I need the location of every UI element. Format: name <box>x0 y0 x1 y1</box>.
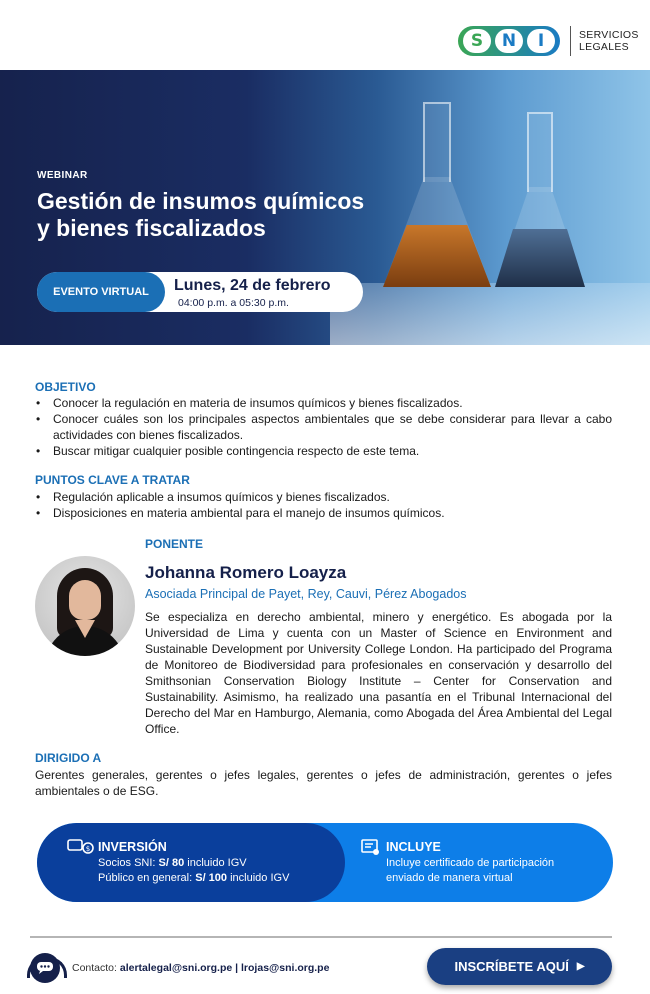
hero-title <box>37 188 397 242</box>
hero-banner <box>0 70 650 345</box>
speaker-role: Asociada Principal de Payet, Rey, Cauvi, Pérez Abogados <box>145 587 467 601</box>
blue-flask-image <box>495 112 585 287</box>
logo-letter-i: I <box>527 29 555 53</box>
incluye-line2: enviado de manera virtual <box>386 872 513 884</box>
event-type-badge: EVENTO VIRTUAL <box>37 272 165 312</box>
register-button-label: INSCRÍBETE AQUÍ <box>454 959 569 974</box>
svg-text:$: $ <box>85 845 91 853</box>
hero-title-line2: y bienes fiscalizados <box>37 215 266 241</box>
objetivo-title: OBJETIVO <box>35 380 96 394</box>
investment-panel <box>37 823 613 902</box>
register-button[interactable] <box>427 948 612 985</box>
speaker-name: Johanna Romero Loayza <box>145 563 347 582</box>
contact-email-2[interactable]: lrojas@sni.org.pe <box>241 962 330 974</box>
list-item: • Regulación aplicable a insumos químicos y bienes fiscalizados. <box>35 489 612 505</box>
audience-text: Gerentes generales, gerentes o jefes legales, gerentes o jefes de administración, gerentes o jefes ambientales o de ESG. <box>35 768 612 798</box>
money-hand-icon <box>67 837 95 860</box>
logo-line1: SERVICIOS <box>579 29 639 41</box>
logo-pill <box>458 26 560 56</box>
contact-email-1[interactable]: alertalegal@sni.org.pe <box>119 962 233 974</box>
price-general: Público en general: S/ 100 incluido IGV <box>98 872 290 884</box>
contact-label: Contacto: <box>72 962 120 974</box>
list-item: • Buscar mitigar cualquier posible contingencia respecto de este tema. <box>35 443 612 459</box>
list-item: • Conocer cuáles son los principales aspectos ambientales que se debe considerar para llevar a cabo actividades con bienes fiscalizados. <box>35 411 612 443</box>
lab-surface <box>330 283 650 345</box>
objetivo-list <box>35 395 612 459</box>
headset-icon <box>30 953 60 983</box>
logo-letter-n: N <box>495 29 523 53</box>
footer-divider <box>30 936 612 938</box>
logo-letter-s: S <box>463 29 491 53</box>
logo-divider <box>570 26 571 56</box>
certificate-icon <box>361 839 381 862</box>
speaker-photo <box>35 556 135 656</box>
price-members: Socios SNI: S/ 80 incluido IGV <box>98 857 247 869</box>
contact-line <box>72 962 329 974</box>
incluye-line1: Incluye certificado de participación <box>386 857 555 869</box>
ponente-label: PONENTE <box>145 537 204 551</box>
hero-kicker: WEBINAR <box>37 170 88 181</box>
logo-line2: LEGALES <box>579 41 629 53</box>
puntos-title: PUNTOS CLAVE A TRATAR <box>35 473 190 487</box>
list-item: • Disposiciones en materia ambiental para el manejo de insumos químicos. <box>35 505 612 521</box>
hero-title-line1: Gestión de insumos químicos <box>37 188 365 214</box>
incluye-title: INCLUYE <box>386 840 441 854</box>
play-arrow-icon: ▶ <box>576 961 585 972</box>
speaker-bio: Se especializa en derecho ambiental, minero y energético. Es abogada por la Universidad de Lima y cuenta con un Master of Science en Environment and Sustainable Development por University College London. Ha participado del Programa de Monitoreo de Biodiversidad para profesionales en conservación y desarrollo del Smithsonian Conservation Biology Institute – Center for Conservation and Sustainability. Asimismo, ha realizado una pasantía en el Tribunal Internacional del Derecho del Mar en Hamburgo, Alemania, como Abogada del Área Ambiental del Legal Office. <box>145 610 612 736</box>
event-time: 04:00 p.m. a 05:30 p.m. <box>178 297 289 309</box>
event-badge <box>37 272 363 312</box>
inversion-title: INVERSIÓN <box>98 840 167 854</box>
list-item: • Conocer la regulación en materia de insumos químicos y bienes fiscalizados. <box>35 395 612 411</box>
contact-separator: | <box>232 962 242 974</box>
event-date: Lunes, 24 de febrero <box>174 277 331 294</box>
logo-text <box>579 29 639 53</box>
puntos-list <box>35 489 612 521</box>
orange-flask-image <box>383 102 491 287</box>
sni-logo <box>458 26 639 56</box>
dirigido-title: DIRIGIDO A <box>35 751 102 765</box>
